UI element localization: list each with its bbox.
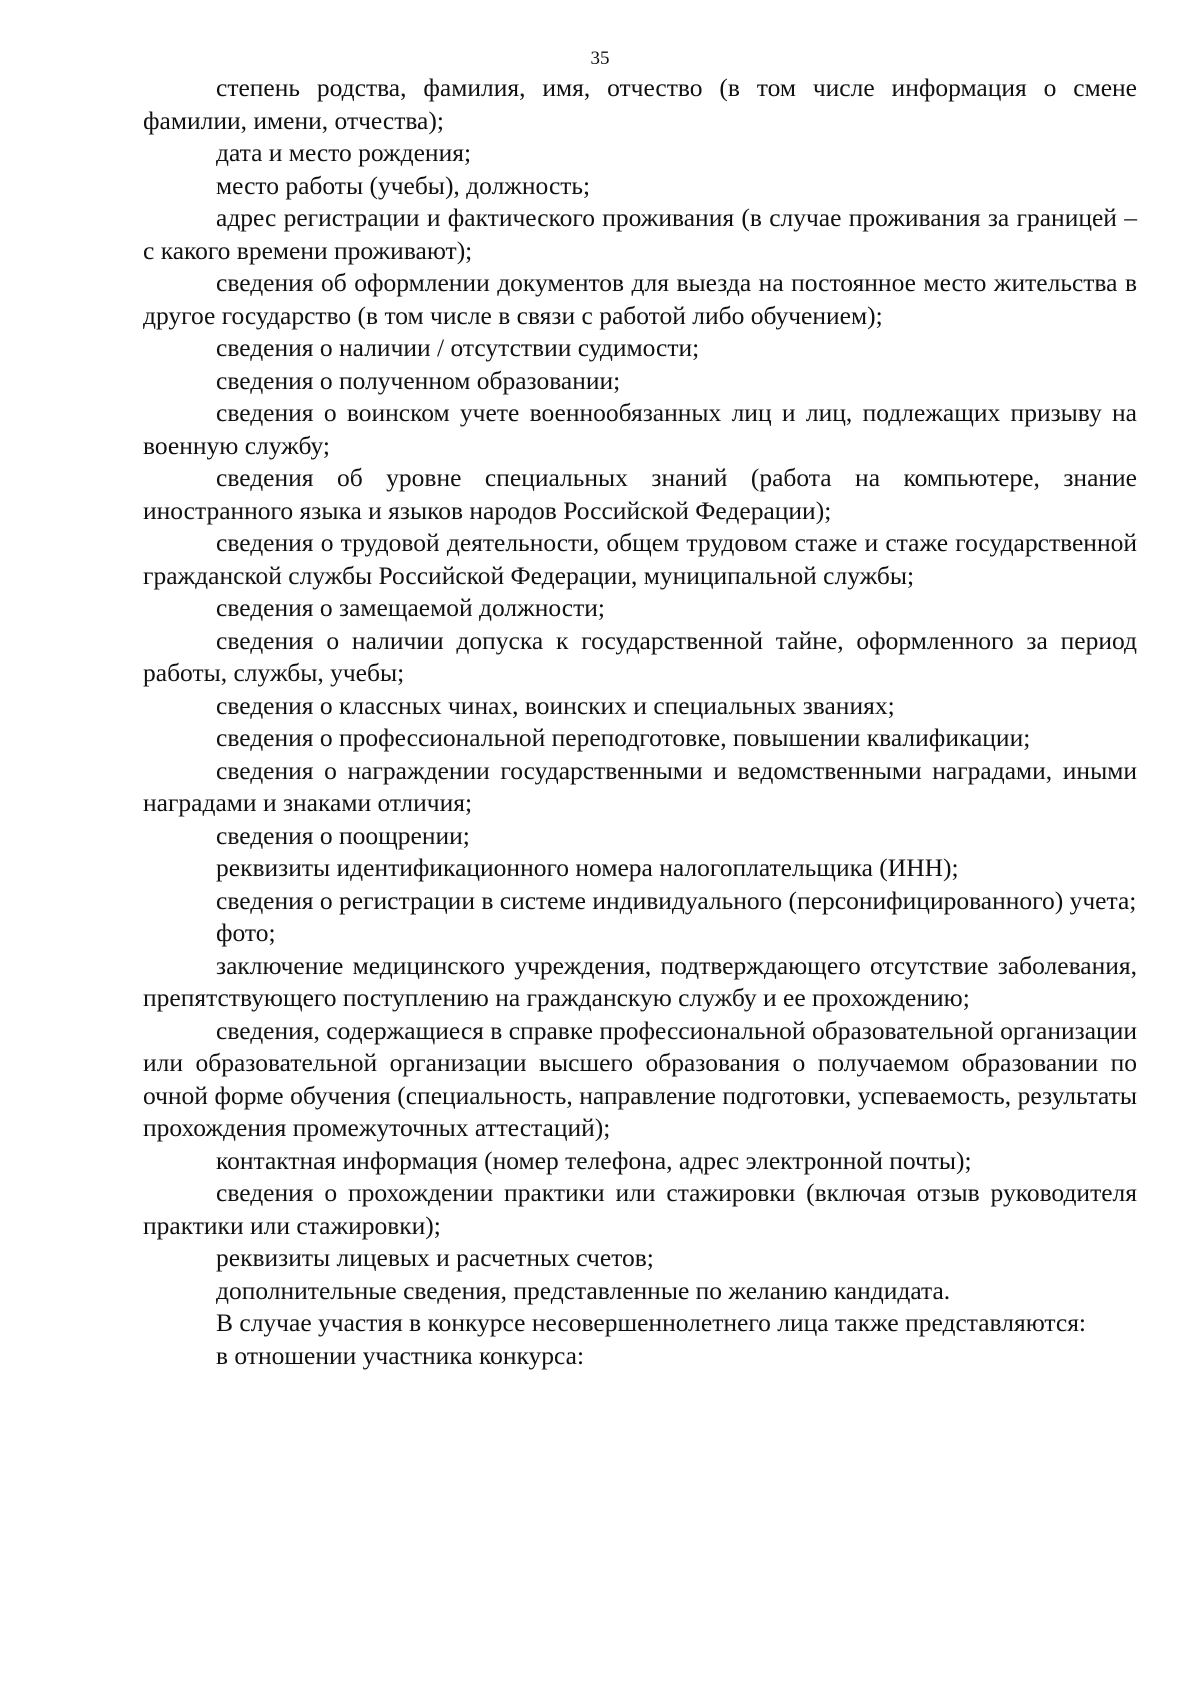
paragraph: место работы (учебы), должность; <box>216 170 591 200</box>
paragraph: фото; <box>216 918 276 947</box>
paragraph: степень родства, фамилия, имя, отчество (в том числе информация о смене фамилии, имени, отчества); <box>143 73 1137 135</box>
paragraph: сведения об оформлении документов для выезда на постоянное место жительства в другое государство (в том числе в связи с работой либо обучением); <box>143 268 1137 330</box>
paragraph: сведения о наличии / отсутствии судимости; <box>216 333 700 362</box>
paragraph: сведения о полученном образовании; <box>216 365 621 395</box>
paragraph: в отношении участника конкурса: <box>216 1340 585 1370</box>
page-number: 35 <box>590 48 610 69</box>
paragraph: сведения, содержащиеся в справке профессиональной образовательной организации или образовательной организации высшего образования о получаемом образовании по очной форме обучения (специальность, направление подготовки, успеваемость, результаты прохождения промежуточных аттестаций); <box>143 1015 1137 1142</box>
paragraph: сведения о классных чинах, воинских и специальных званиях; <box>216 690 895 720</box>
paragraph: сведения о профессиональной переподготовке, повышении квалификации; <box>216 723 1031 752</box>
paragraph: адрес регистрации и фактического проживания (в случае проживания за границей – с какого времени проживают); <box>143 203 1137 265</box>
paragraph: дополнительные сведения, представленные по желанию кандидата. <box>216 1275 951 1305</box>
paragraph: сведения о поощрении; <box>216 820 470 850</box>
paragraph: контактная информация (номер телефона, адрес электронной почты); <box>216 1145 972 1175</box>
paragraph: В случае участия в конкурсе несовершеннолетнего лица также представляются: <box>216 1308 1087 1337</box>
paragraph: реквизиты идентификационного номера налогоплательщика (ИНН); <box>216 853 959 882</box>
paragraph: сведения об уровне специальных знаний (работа на компьютере, знание иностранного языка и языков народов Российской Федерации); <box>143 463 1137 525</box>
document-body <box>143 72 1137 1372</box>
paragraph: реквизиты лицевых и расчетных счетов; <box>216 1243 654 1272</box>
paragraph: сведения о наличии допуска к государственной тайне, оформленного за период работы, службы, учебы; <box>143 625 1137 687</box>
paragraph: сведения о регистрации в системе индивидуального (персонифицированного) учета; <box>216 885 1137 915</box>
paragraph: сведения о воинском учете военнообязанных лиц и лиц, подлежащих призыву на военную службу; <box>143 398 1137 460</box>
paragraph: сведения о замещаемой должности; <box>216 593 605 622</box>
paragraph: сведения о трудовой деятельности, общем трудовом стаже и стаже государственной гражданской службы Российской Федерации, муниципальной службы; <box>143 528 1137 590</box>
paragraph: сведения о прохождении практики или стажировки (включая отзыв руководителя практики или стажировки); <box>143 1178 1137 1240</box>
paragraph: заключение медицинского учреждения, подтверждающего отсутствие заболевания, препятствующего поступлению на гражданскую службу и ее прохождению; <box>143 950 1137 1012</box>
paragraph: дата и место рождения; <box>216 138 472 167</box>
paragraph: сведения о награждении государственными и ведомственными наградами, иными наградами и знаками отличия; <box>143 755 1137 817</box>
